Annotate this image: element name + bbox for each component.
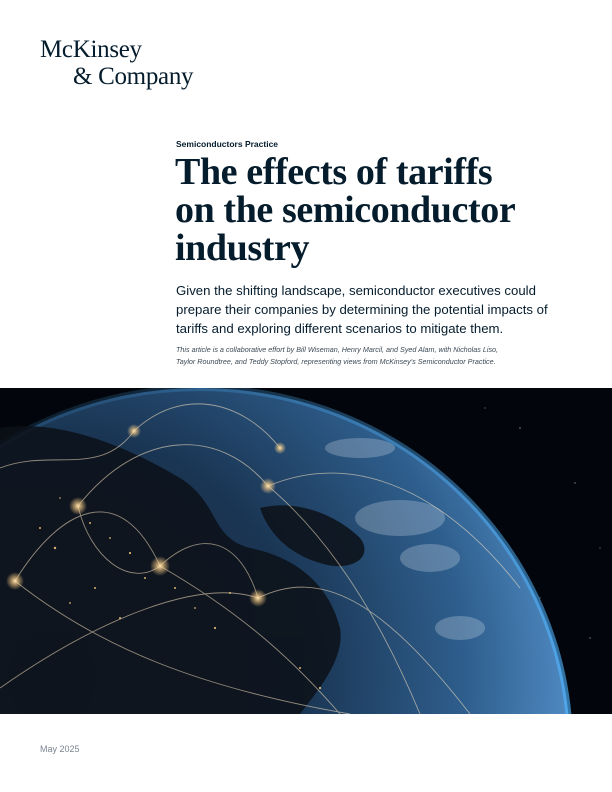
credits-line-2: Taylor Roundtree, and Teddy Stopford, representing views from McKinsey's Semiconductor Practice. <box>176 357 496 366</box>
practice-label: Semiconductors Practice <box>176 139 279 149</box>
author-credits <box>176 344 596 368</box>
subtitle-line-3: tariffs and exploring different scenarios to mitigate them. <box>176 321 504 336</box>
credits-line-1: This article is a collaborative effort by Bill Wiseman, Henry Marcil, and Syed Alam, with Nicholas Liso, <box>176 345 499 354</box>
subtitle-line-1: Given the shifting landscape, semiconductor executives could <box>176 283 536 298</box>
page-title <box>175 153 595 267</box>
subtitle-line-2: prepare their companies by determining the potential impacts of <box>176 302 548 317</box>
mckinsey-logo <box>40 36 193 90</box>
publication-date: May 2025 <box>40 744 80 754</box>
logo-line-1: McKinsey <box>40 36 142 63</box>
title-line-2: on the semiconductor <box>175 189 516 231</box>
title-line-3: industry <box>175 227 310 269</box>
earth-illustration <box>0 388 612 714</box>
title-line-1: The effects of tariffs <box>175 151 493 193</box>
subtitle <box>176 281 576 338</box>
logo-line-2: & Company <box>73 63 194 90</box>
hero-image-earth-network <box>0 388 612 714</box>
